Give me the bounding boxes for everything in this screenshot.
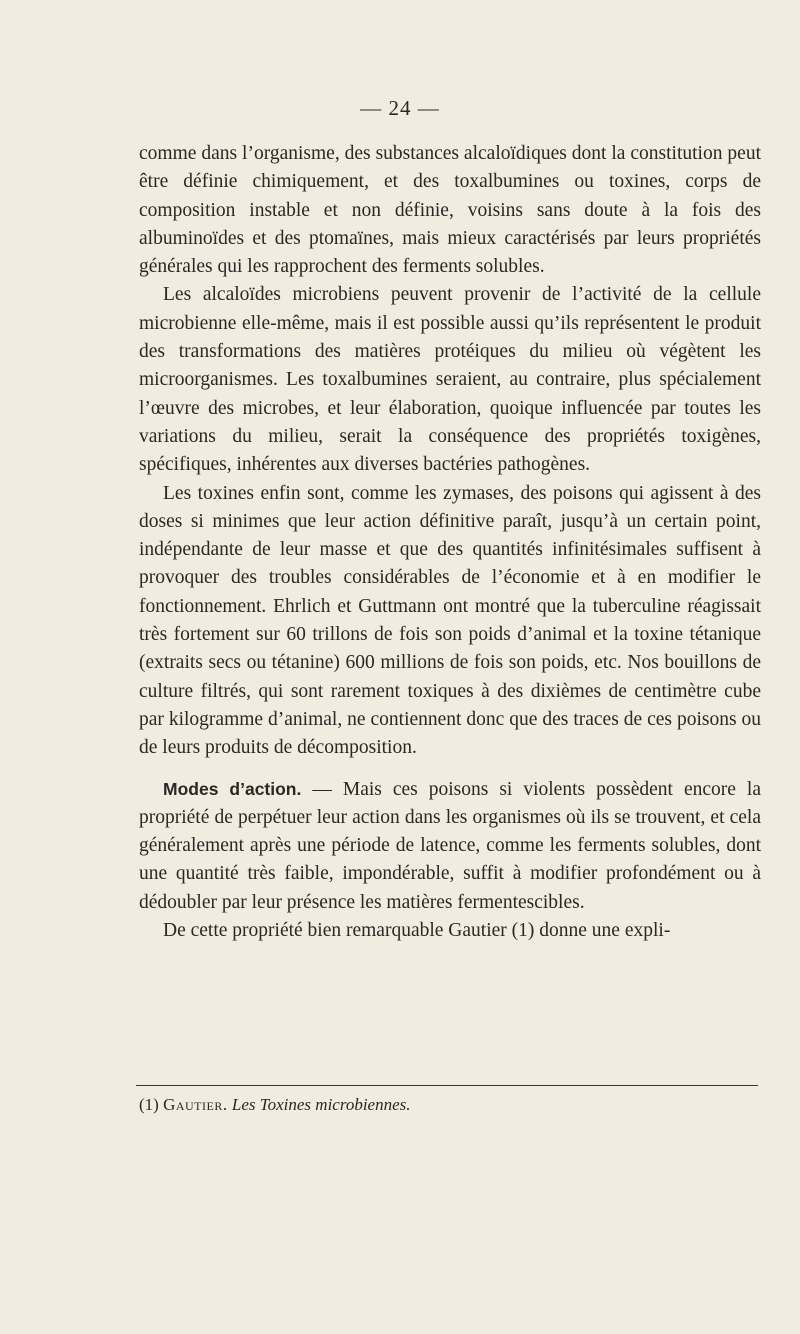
paragraph-3: Les toxines enfin sont, comme les zymases, des poisons qui agissent à des doses si minimes que leur action définitive paraît, jusqu’à un certain point, indépendante de leur masse et que des quantités infinitésimales suffisent à provoquer des troubles considérables de l’économie et à en modifier le fonctionnement. Ehrlich et Guttmann ont montré que la tuberculine réagissait très fortement sur 60 trillons de fois son poids d’animal et la toxine tétanique (extraits secs ou tétanine) 600 millions de fois son poids, etc. Nos bouillons de culture filtrés, qui sont rarement toxiques à des dixièmes de centimètre cube par kilogramme d’animal, ne contiennent donc que des traces de ces poisons ou de leurs produits de décomposition. xyxy=(139,482,761,759)
page-number: — 24 — xyxy=(360,96,440,120)
footnote-title: Les Toxines microbiennes. xyxy=(231,1095,411,1114)
paragraph-4-text: — Mais ces poisons si violents possèdent encore la propriété de perpétuer leur action dans les organismes où ils se trouvent, et cela généralement après une période de latence, comme les ferments solubles, dont une quantité très faible, impondérable, suffit à modifier profondément ou à dédoubler par leur présence les matières fermentescibles. xyxy=(139,778,762,913)
footnote xyxy=(139,1095,411,1115)
paragraph-5: De cette propriété bien remarquable Gautier (1) donne une expli- xyxy=(163,920,671,942)
body-text xyxy=(139,140,761,945)
footnote-marker: (1) xyxy=(139,1095,159,1114)
paragraph-modes-action xyxy=(139,775,761,917)
paragraph-1: comme dans l’organisme, des substances alcaloïdiques dont la constitution peut être définie chimiquement, et des toxalbumines ou toxines, corps de composition instable et non définie, voisins sans doute à la fois des albuminoïdes et des ptomaïnes, mais mieux caractérisés par leurs propriétés générales qui les rapprochent des ferments solubles. xyxy=(139,143,761,278)
paragraph-2: Les alcaloïdes microbiens peuvent provenir de l’activité de la cellule microbienne elle-même, mais il est possible aussi qu’ils représentent le produit des transformations des matières protéiques du milieu où végètent les microorganismes. Les toxalbumines seraient, au contraire, plus spécialement l’œuvre des microbes, et leur élaboration, quoique influencée par toutes les variations du milieu, serait la conséquence des propriétés toxigènes, spécifiques, inhérentes aux diverses bactéries pathogènes. xyxy=(139,284,761,476)
footnote-rule xyxy=(136,1085,758,1086)
footnote-author: Gautier. xyxy=(163,1095,228,1114)
section-heading-modes-action: Modes d’action. xyxy=(163,778,302,799)
